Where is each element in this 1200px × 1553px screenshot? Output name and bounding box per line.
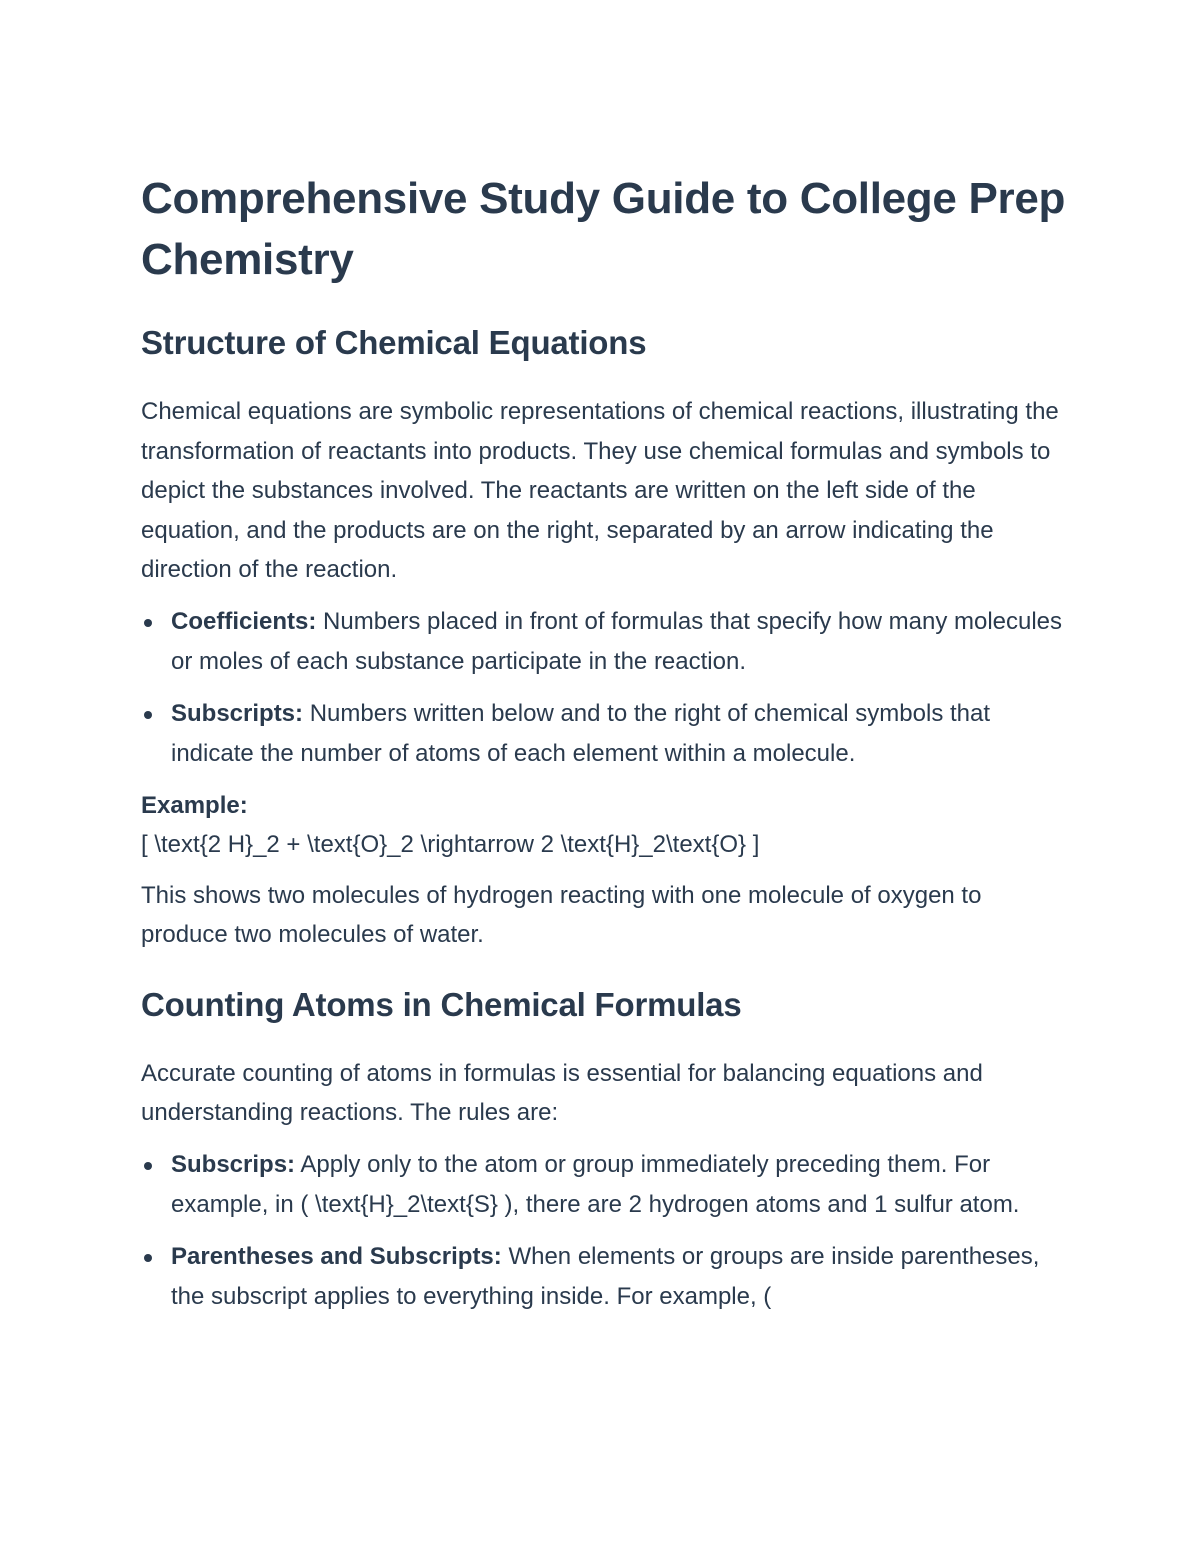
bullet-term: Subscrips xyxy=(171,1150,288,1178)
bullet-list xyxy=(141,602,1071,774)
bullet-term: Coefficients xyxy=(171,607,309,635)
section-intro-paragraph: Chemical equations are symbolic representations of chemical reactions, illustrating the transformation of reactants into products. They use chemical formulas and symbols to depict the substances involved. The reactants are written on the left side of the equation, and the products are on the right, separated by an arrow indicating the direction of the reaction. xyxy=(141,398,1059,583)
section-intro-paragraph: Accurate counting of atoms in formulas is essential for balancing equations and understanding reactions. The rules are: xyxy=(141,1059,983,1126)
bullet-term: Parentheses and Subscripts xyxy=(171,1242,494,1270)
list-item: Subscrips: Apply only to the atom or group immediately preceding them. For example, in ( \text{H}_2\text{S} ), there are 2 hydrogen atoms and 1 sulfur atom. xyxy=(141,1145,1071,1225)
bullet-text: Numbers placed in front of formulas that specify how many molecules or moles of each substance participate in the reaction. xyxy=(171,607,1063,675)
bullet-list xyxy=(141,1145,1071,1317)
example-label: Example: xyxy=(141,791,248,819)
bullet-text: Apply only to the atom or group immediately preceding them. For example, in ( \text{H}_2\text{S} ), there are 2 hydrogen atoms and 1 sulfur atom. xyxy=(171,1150,1020,1218)
document-page xyxy=(141,168,1071,1329)
list-item: Parentheses and Subscripts: When elements or groups are inside parentheses, the subscript applies to everything inside. For example, ( xyxy=(141,1237,1071,1317)
example-block xyxy=(141,786,1071,864)
list-item: Coefficients: Numbers placed in front of formulas that specify how many molecules or moles of each substance participate in the reaction. xyxy=(141,602,1071,682)
bullet-icon xyxy=(144,1162,152,1170)
bullet-text: When elements or groups are inside parentheses, the subscript applies to everything inside. For example, ( xyxy=(171,1242,1040,1310)
section-heading: Structure of Chemical Equations xyxy=(141,324,647,361)
example-note: This shows two molecules of hydrogen reacting with one molecule of oxygen to produce two molecules of water. xyxy=(141,881,982,948)
bullet-icon xyxy=(144,711,152,719)
bullet-text: Numbers written below and to the right of chemical symbols that indicate the number of atoms of each element within a molecule. xyxy=(171,699,991,767)
bullet-icon xyxy=(144,619,152,627)
section-structure-of-equations xyxy=(141,323,1071,955)
example-equation: [ \text{2 H}_2 + \text{O}_2 \rightarrow 2 \text{H}_2\text{O} ] xyxy=(141,830,760,858)
list-item: Subscripts: Numbers written below and to the right of chemical symbols that indicate the number of atoms of each element within a molecule. xyxy=(141,694,1071,774)
section-heading: Counting Atoms in Chemical Formulas xyxy=(141,985,742,1023)
bullet-icon xyxy=(144,1254,152,1262)
bullet-term: Subscripts xyxy=(171,699,296,727)
document-title: Comprehensive Study Guide to College Prep Chemistry xyxy=(141,174,1066,284)
section-counting-atoms xyxy=(141,985,1071,1317)
